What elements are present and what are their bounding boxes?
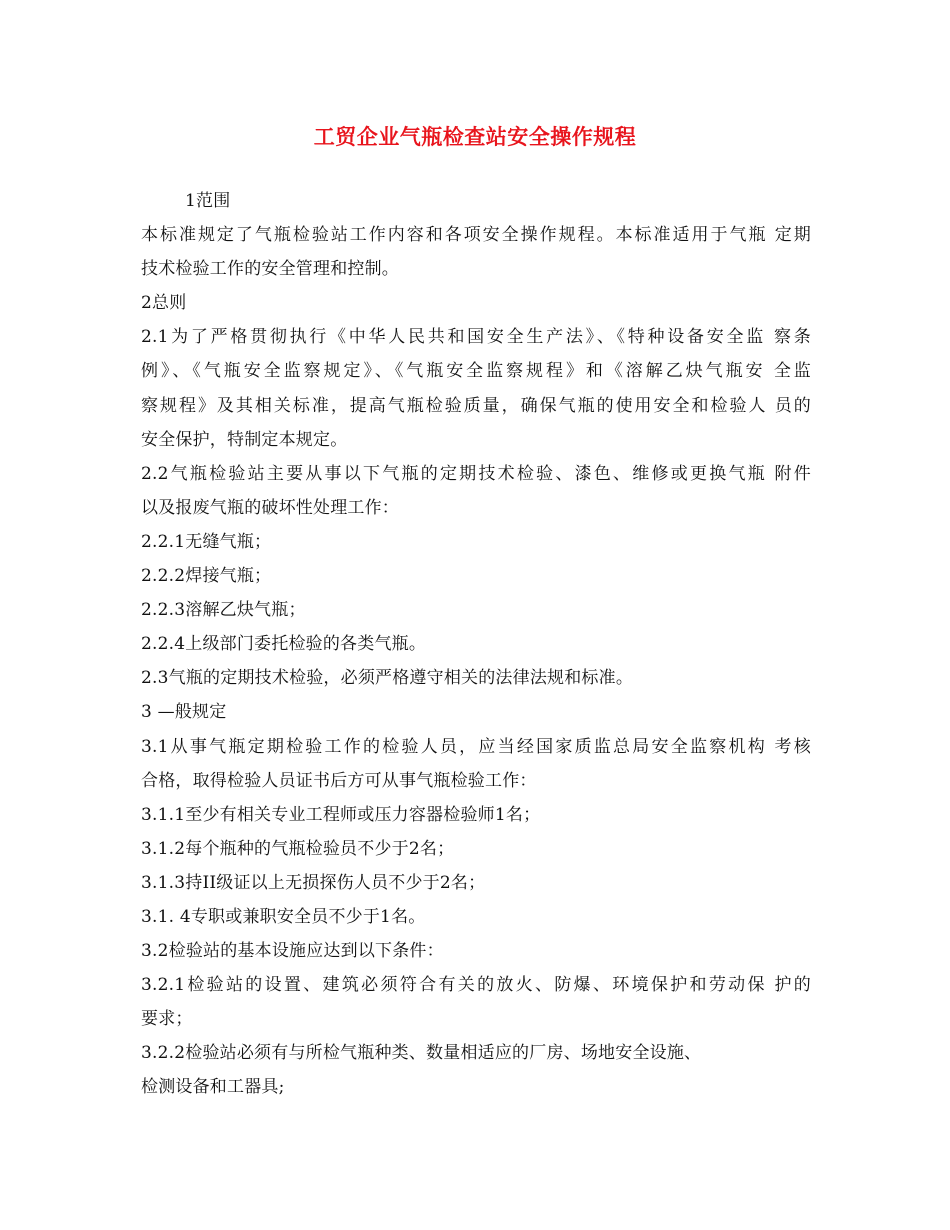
list-item: 3.1.2每个瓶种的气瓶检验员不少于2名； [141, 838, 455, 859]
paragraph-line: 本标准规定了气瓶检验站工作内容和各项安全操作规程。本标准适用于气瓶 定期 [141, 225, 811, 246]
list-item: 2.2.4上级部门委托检验的各类气瓶。 [141, 634, 427, 655]
document-title: 工贸企业气瓶检查站安全操作规程 [313, 125, 637, 149]
paragraph-line: 察规程》及其相关标准，提高气瓶检验质量，确保气瓶的使用安全和检验人 员的 [141, 395, 811, 416]
paragraph-line: 安全保护，特制定本规定。 [141, 429, 348, 450]
list-item: 3.1. 4专职或兼职安全员不少于1名。 [141, 906, 426, 927]
paragraph-line: 3.1从事气瓶定期检验工作的检验人员，应当经国家质监总局安全监察机构 考核 [141, 736, 811, 757]
paragraph-line: 检测设备和工器具; [141, 1077, 285, 1098]
paragraph-line: 要求； [141, 1009, 193, 1030]
list-item: 2.2.1无缝气瓶； [141, 531, 272, 552]
paragraph-line: 3.2.2检验站必须有与所检气瓶种类、数量相适应的厂房、场地安全设施、 [141, 1043, 702, 1064]
paragraph-line: 2.1为了严格贯彻执行《中华人民共和国安全生产法》、《特种设备安全监 察条 [141, 327, 811, 348]
section-heading: 1范围 [185, 191, 231, 211]
paragraph-line: 3.2.1检验站的设置、建筑必须符合有关的放火、防爆、环境保护和劳动保 护的 [141, 975, 811, 996]
list-item: 2.2.3溶解乙炔气瓶； [141, 600, 306, 621]
section-heading: 2总则 [141, 293, 187, 314]
list-item: 2.2.2焊接气瓶； [141, 566, 272, 587]
section-heading: 3 —般规定 [141, 702, 227, 723]
paragraph-line: 例》、《气瓶安全监察规定》、《气瓶安全监察规程》和《溶解乙炔气瓶安 全监 [141, 361, 811, 382]
paragraph-line: 3.2检验站的基本设施应达到以下条件： [141, 941, 444, 962]
paragraph-line: 2.2气瓶检验站主要从事以下气瓶的定期技术检验、漆色、维修或更换气瓶 附件 [141, 463, 811, 484]
paragraph-line: 以及报废气瓶的破坏性处理工作： [141, 497, 399, 518]
paragraph-line: 2.3气瓶的定期技术检验，必须严格遵守相关的法律法规和标准。 [141, 668, 634, 689]
paragraph-line: 技术检验工作的安全管理和控制。 [141, 259, 399, 280]
list-item: 3.1.3持II级证以上无损探伤人员不少于2名； [141, 872, 486, 893]
list-item: 3.1.1至少有相关专业工程师或压力容器检验师1名； [141, 804, 541, 825]
paragraph-line: 合格，取得检验人员证书后方可从事气瓶检验工作： [141, 770, 537, 791]
document-body [141, 184, 811, 1105]
